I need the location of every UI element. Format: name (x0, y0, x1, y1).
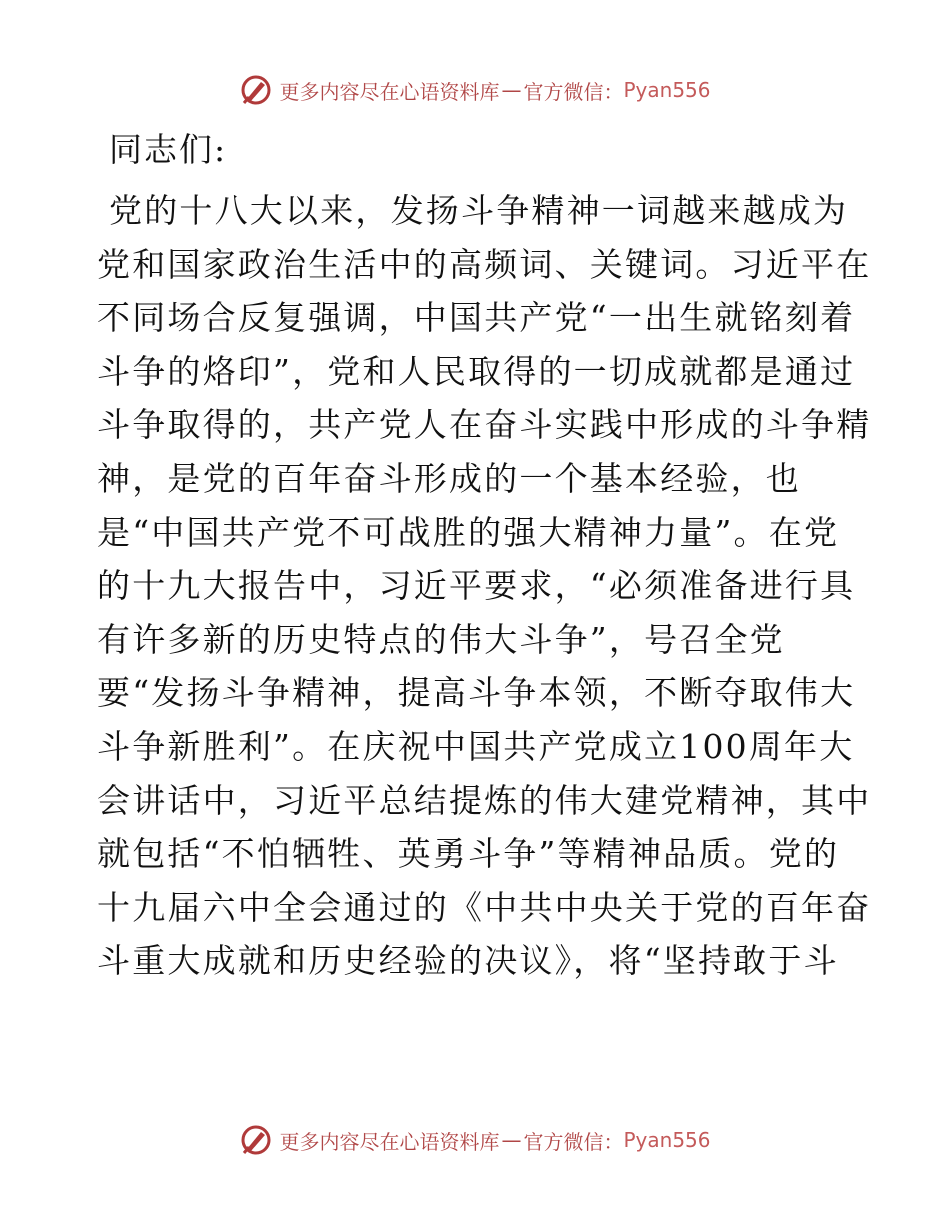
watermark-code: Pyan556 (623, 78, 711, 102)
paragraph-line: 要“发扬斗争精神，提高斗争本领，不断夺取伟大 (97, 673, 856, 713)
document-body (97, 124, 872, 988)
paragraph-line: 党和国家政治生活中的高频词、关键词。习近平在 (97, 244, 872, 284)
paragraph-line: 的十九大报告中，习近平要求，“必须准备进行具 (97, 566, 856, 606)
paragraph-line: 有许多新的历史特点的伟大斗争”，号召全党 (97, 619, 785, 659)
paragraph-line: 斗争的烙印”，党和人民取得的一切成就都是通过 (97, 351, 856, 391)
watermark-text: 更多内容尽在心语资料库 (279, 79, 500, 104)
paragraph-line: 是“中国共产党不可战胜的强大精神力量”。在党 (97, 512, 840, 552)
watermark-dash: — (501, 1128, 522, 1152)
paragraph-line: 神，是党的百年奋斗形成的一个基本经验，也 (97, 458, 801, 498)
watermark-suffix: 官方微信： (523, 1129, 624, 1154)
paragraph-line: 十九届六中全会通过的《中共中央关于党的百年奋 (97, 887, 872, 927)
watermark-suffix: 官方微信： (523, 79, 624, 104)
footer-watermark (0, 1120, 950, 1160)
watermark-dash: — (501, 78, 522, 102)
salutation: 同志们: (109, 130, 228, 169)
paragraph-line: 斗争取得的，共产党人在奋斗实践中形成的斗争精 (97, 405, 872, 445)
paragraph-line: 不同场合反复强调，中国共产党“一出生就铭刻着 (97, 298, 856, 338)
paragraph-line: 就包括“不怕牺牲、英勇斗争”等精神品质。党的 (97, 834, 840, 874)
pen-logo-icon (239, 1123, 273, 1157)
header-watermark (0, 70, 950, 110)
watermark-text: 更多内容尽在心语资料库 (279, 1129, 500, 1154)
paragraph-line: 党的十八大以来，发扬斗争精神一词越来越成为 (109, 191, 849, 230)
paragraph-line: 斗争新胜利”。在庆祝中国共产党成立100周年大 (97, 726, 855, 766)
paragraph-line: 会讲话中，习近平总结提炼的伟大建党精神，其中 (97, 780, 872, 820)
paragraph-line: 斗重大成就和历史经验的决议》，将“坚持敢于斗 (97, 941, 839, 981)
paragraph (97, 184, 872, 988)
watermark-code: Pyan556 (623, 1128, 711, 1152)
pen-logo-icon (239, 73, 273, 107)
